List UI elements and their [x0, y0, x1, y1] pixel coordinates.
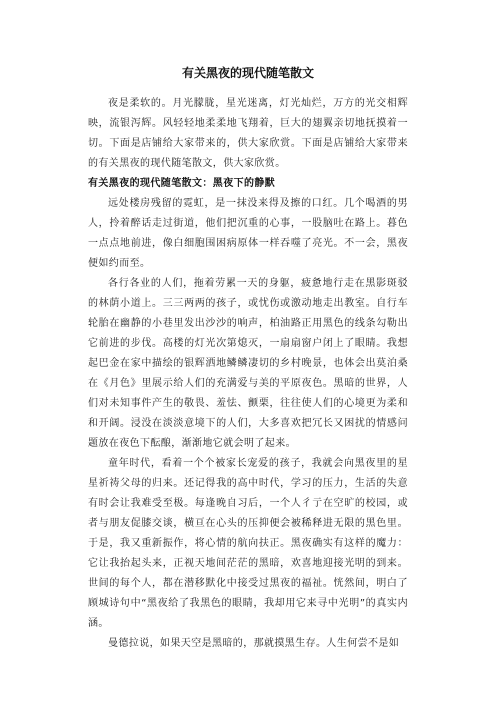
- body-paragraph: 曼德拉说，如果天空是黑暗的，那就摸黑生存。人生何尝不是如: [108, 638, 400, 649]
- document-body: [88, 94, 408, 654]
- section-heading: 有关黑夜的现代随笔散文：黑夜下的静默: [88, 178, 276, 189]
- document-title: 有关黑夜的现代随笔散文: [181, 66, 314, 80]
- intro-paragraph: 夜是柔软的。月光朦胧，星光迷离，灯光灿烂，万方的光交相辉映，流银泻辉。风轻轻地柔柔地飞翔着，巨大的翅翼亲切地抚摸着一切。下面是店铺给大家带来的，供大家欣赏。下面是店铺给大家带来的有关黑夜的现代随笔散文，供大家欣赏。: [88, 98, 408, 169]
- body-paragraph: 童年时代，看着一个个被家长宠爱的孩子，我就会向黑夜里的星星祈祷父母的归来。还记得我的高中时代，学习的压力，生活的失意有时会让我难受至极。每逢晚自习后，一个人彳亍在空旷的校园，或者与朋友促膝交谈，横亘在心头的压抑便会被稀释进无限的黑色里。于是，我又重新振作，将心情的航向扶正。黑夜确实有这样的魔力：它让我抬起头来，正视天地间茫茫的黑暗，欢喜地迎接光明的到来。世间的每个人，都在潜移默化中接受过黑夜的福祉。恍然间，明白了顾城诗句中“黑夜给了我黑色的眼睛，我却用它来寻中光明”的真实内涵。: [88, 458, 408, 629]
- body-paragraph: 各行各业的人们，拖着劳累一天的身躯，疲惫地行走在黑影斑驳的林荫小道上。三三两两的孩子，或忧伤或激动地走出教室。自行车轮胎在幽静的小巷里发出沙沙的响声，柏油路正用黑色的线条勾勒出它前进的步伐。高楼的灯光次第熄灭，一扇扇窗户闭上了眼睛。我想起巴金在家中描绘的银辉洒地鳞鳞凄切的乡村晚景，也体会出莫泊桑在《月色》里展示给人们的充满爱与美的平原夜色。黑暗的世界，人们对未知事件产生的敬畏、羞怯、颤栗，往往使人们的心境更为柔和和开阔。浸没在淡淡意境下的人们，大多喜欢把冗长又困扰的情感问题放在夜色下酝酿，渐渐地它就会明了起来。: [88, 278, 408, 449]
- body-paragraph: 远处楼房残留的霓虹，是一抹没来得及擦的口红。几个喝酒的男人，拎着醉话走过街道，他们把沉重的心事，一股脑吐在路上。暮色一点点地前进，像白细胞围困病原体一样吞噬了亮光。不一会，黑夜便如约而至。: [88, 198, 408, 269]
